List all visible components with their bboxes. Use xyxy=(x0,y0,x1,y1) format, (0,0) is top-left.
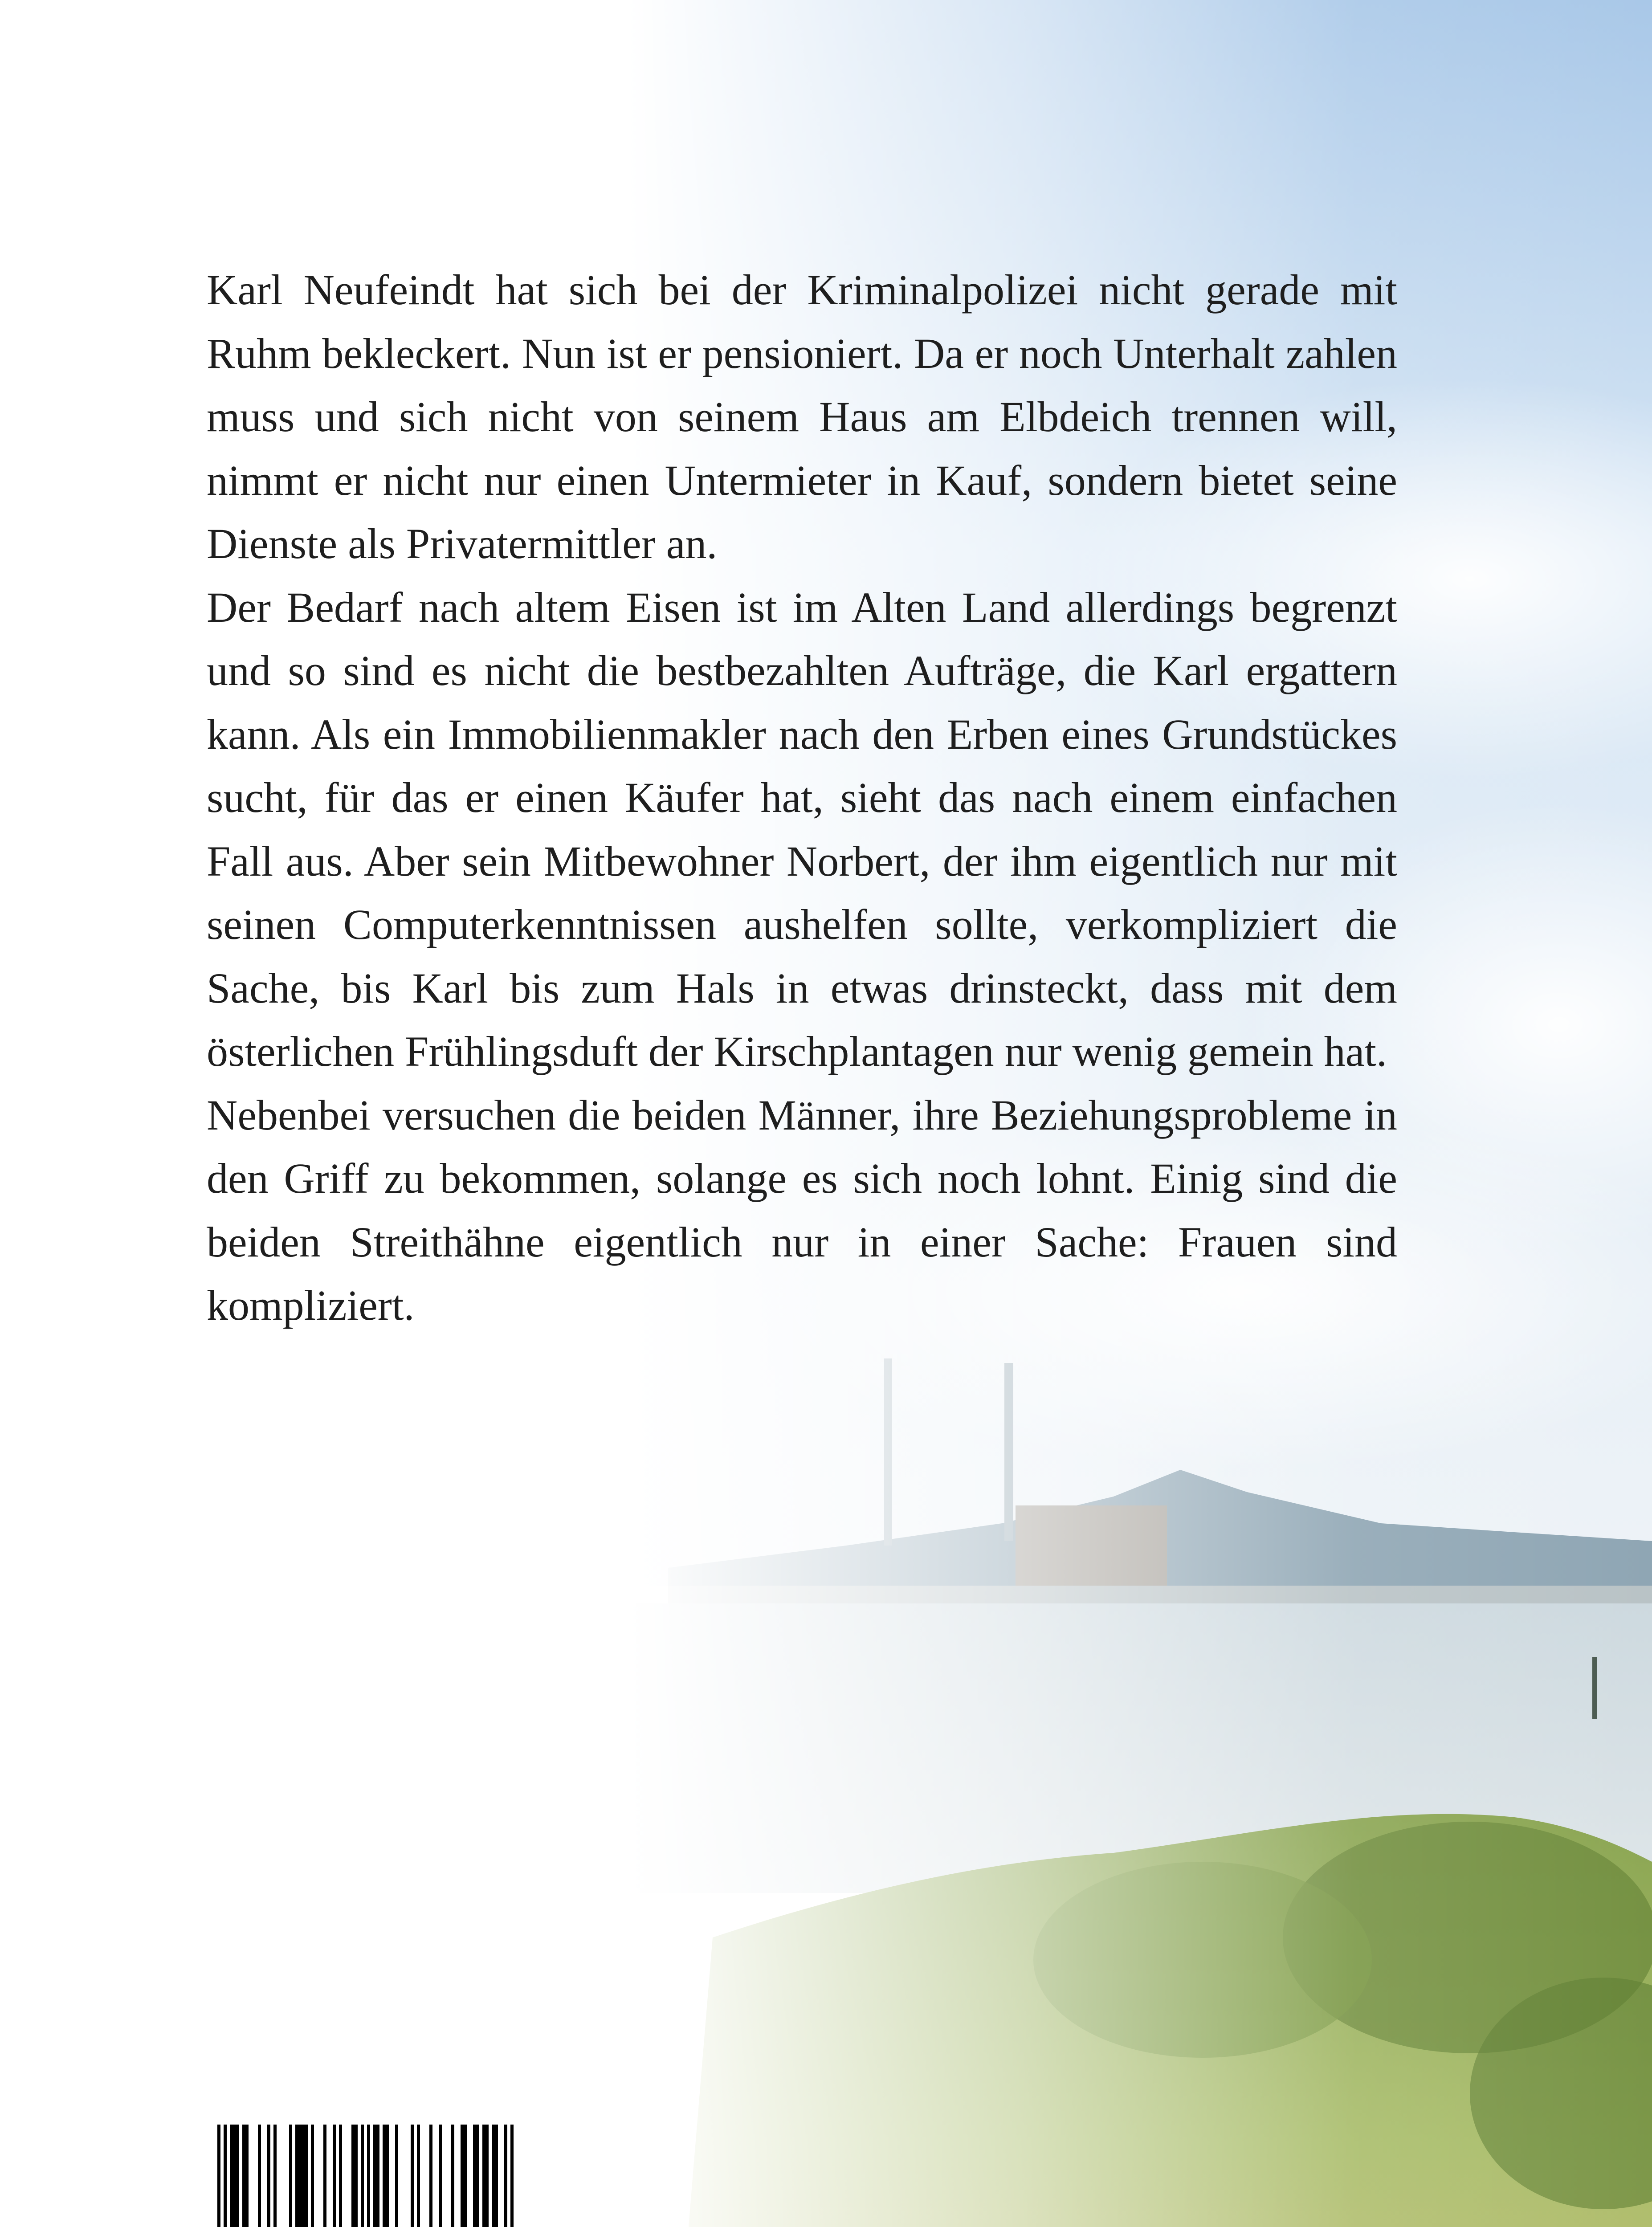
barcode-bar xyxy=(311,2125,314,2227)
barcode-bar xyxy=(476,2125,479,2227)
barcode-guard-bar xyxy=(504,2125,507,2227)
barcode-bar xyxy=(230,2125,233,2227)
barcode-bar xyxy=(411,2125,414,2227)
barcode-bar xyxy=(295,2125,298,2227)
barcode-bar xyxy=(233,2125,236,2227)
barcode-bar xyxy=(333,2125,336,2227)
barcode-bar xyxy=(236,2125,239,2227)
isbn-barcode xyxy=(200,2125,547,2227)
barcode-bar xyxy=(373,2125,376,2227)
barcode-bar xyxy=(267,2125,270,2227)
barcode-bar xyxy=(376,2125,379,2227)
barcode-bar xyxy=(242,2125,245,2227)
barcode-bar xyxy=(245,2125,249,2227)
barcode-guard-bar xyxy=(224,2125,227,2227)
barcode-bar xyxy=(289,2125,292,2227)
barcode-bar xyxy=(485,2125,489,2227)
blurb-paragraph-2: Der Bedarf nach altem Eisen ist im Alten Land allerdings begrenzt und so sind es nicht die bestbezahlten Aufträge, die Karl ergattern kann. Als ein Immobilienmakler nach den Erben eines Grundstückes sucht, für das er einen Käufer hat, sieht das nach einem einfachen Fall aus. Aber sein Mitbewohner Norbert, der ihm eigentlich nur mit seinen Computerkenntnissen aushelfen sollte, verkompliziert die Sache, bis Karl bis zum Hals in etwas drinsteckt, dass mit dem österlichen Frühlingsduft der Kirschplantagen nur wenig gemein hat. xyxy=(207,583,1397,1075)
barcode-bar xyxy=(339,2125,342,2227)
barcode-bar xyxy=(298,2125,302,2227)
barcode-bar xyxy=(461,2125,464,2227)
barcode-guard-bar xyxy=(217,2125,220,2227)
barcode-bar xyxy=(495,2125,498,2227)
barcode-bar xyxy=(417,2125,420,2227)
barcode-bar xyxy=(323,2125,326,2227)
barcode-bar xyxy=(305,2125,308,2227)
back-cover-blurb xyxy=(207,258,1397,1338)
barcode-bar xyxy=(451,2125,454,2227)
barcode-guard-bar xyxy=(367,2125,370,2227)
barcode-bar xyxy=(395,2125,398,2227)
barcode-bar xyxy=(273,2125,277,2227)
barcode-bar xyxy=(473,2125,476,2227)
barcode-bar xyxy=(258,2125,261,2227)
barcode-bar xyxy=(429,2125,432,2227)
barcode-bar xyxy=(383,2125,386,2227)
barcode-guard-bar xyxy=(361,2125,364,2227)
barcode-bar xyxy=(482,2125,485,2227)
barcode-bar xyxy=(492,2125,495,2227)
barcode-guard-bar xyxy=(510,2125,514,2227)
barcode-bar xyxy=(439,2125,442,2227)
barcode-bar xyxy=(351,2125,355,2227)
barcode-bar xyxy=(386,2125,389,2227)
barcode-bar xyxy=(355,2125,358,2227)
blurb-paragraph-3: Nebenbei versuchen die beiden Männer, ihre Beziehungsprobleme in den Griff zu bekommen, solange es sich noch lohnt. Einig sind die beiden Streithähne eigentlich nur in einer Sache: Frauen sind kompliziert. xyxy=(207,1091,1397,1329)
barcode-bar xyxy=(302,2125,305,2227)
barcode-bar xyxy=(464,2125,467,2227)
barcode-bars xyxy=(200,2125,547,2227)
blurb-paragraph-1: Karl Neufeindt hat sich bei der Kriminalpolizei nicht gerade mit Ruhm bekleckert. Nun ist er pensioniert. Da er noch Unterhalt zahlen muss und sich nicht von seinem Haus am Elbdeich trennen will, nimmt er nicht nur einen Untermieter in Kauf, sondern bietet seine Dienste als Privatermittler an. xyxy=(207,266,1397,567)
